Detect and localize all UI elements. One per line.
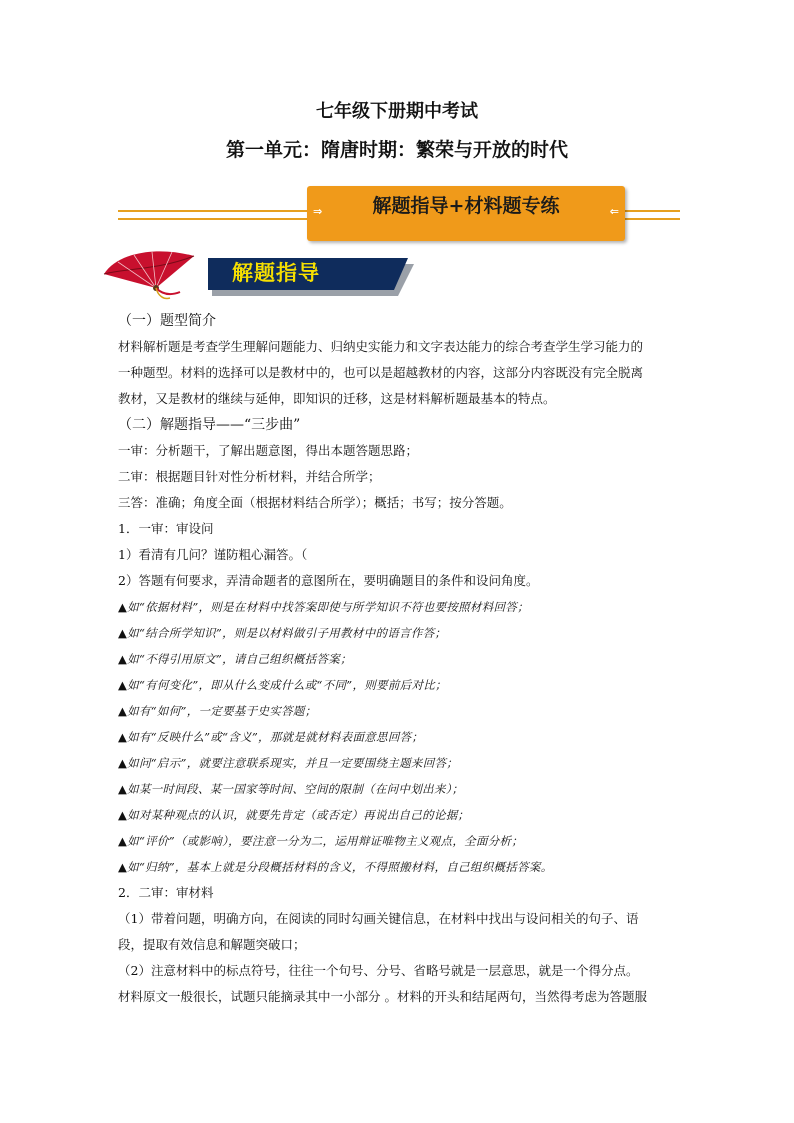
paragraph-line: 一种题型。材料的选择可以是教材中的，也可以是超越教材的内容，这部分内容既没有完全脱离 [118,365,644,380]
paragraph-line: 二审：根据题目针对性分析材料，并结合所学； [118,469,381,484]
paragraph-line: ▲如“不得引用原文”，请自己组织概括答案； [118,652,352,666]
paragraph-line: ▲如有“反映什么”或“含义”，那就是就材料表面意思回答； [118,730,424,744]
divider-right [625,210,680,220]
paragraph-line: 材料原文一般很长，试题只能摘录其中一小部分 。材料的开头和结尾两句，当然得考虑为答题服 [118,989,647,1004]
paragraph-line: ▲如“结合所学知识”，则是以材料做引子用教材中的语言作答； [118,626,447,640]
paragraph-line: ▲如“有何变化”，即从什么变成什么或“不同”，则要前后对比； [118,678,447,692]
paragraph-line: 一审：分析题干，了解出题意图，得出本题答题思路； [118,443,419,458]
paragraph-line: ▲如“依据材料”，则是在材料中找答案即使与所学知识不符也要按照材料回答； [118,600,529,614]
paragraph-line: 1．一审：审设问 [118,521,214,536]
paragraph-line: 材料解析题是考查学生理解问题能力、归纳史实能力和文字表达能力的综合考查学生学习能力的 [118,339,644,354]
paragraph-line: （2）注意材料中的标点符号，往往一个句号、分号、省略号就是一层意思，就是一个得分点。 [118,963,639,978]
paragraph-line: ▲如“评价”（或影响），要注意一分为二，运用辩证唯物主义观点，全面分析； [118,834,524,848]
section-heading: （一）题型简介 [118,313,216,329]
paragraph-line: ▲如某一时间段、某一国家等时间、空间的限制（在问中划出来）； [118,782,464,796]
arrow-left-icon: ⇐ [609,205,619,218]
fan-icon [98,248,208,300]
document-body [118,308,678,1010]
divider-left [118,210,310,220]
paragraph-line: ▲如有“如何”，一定要基于史实答题； [118,704,317,718]
paragraph-line: 教材，又是教材的继续与延伸，即知识的迁移，这是材料解析题最基本的特点。 [118,391,556,406]
exam-title: 七年级下册期中考试 [316,101,478,122]
unit-title: 第一单元：隋唐时期：繁荣与开放的时代 [225,139,568,161]
paragraph-line: 2．二审：审材料 [118,885,214,900]
paragraph-line: ▲如对某种观点的认识，就要先肯定（或否定）再说出自己的论据； [118,808,470,822]
arrow-right-icon: ⇒ [313,205,323,218]
paragraph-line: ▲如问“启示”，就要注意联系现实，并且一定要围绕主题来回答； [118,756,459,770]
paragraph-line: 2）答题有何要求，弄清命题者的意图所在，要明确题目的条件和设问角度。 [118,573,539,588]
paragraph-line: 1）看清有几问？谨防粗心漏答。（ [118,547,308,562]
banner-label: 解题指导+材料题专练 [372,195,560,217]
section-heading: （二）解题指导——“三步曲” [118,417,301,433]
paragraph-line: 段，提取有效信息和解题突破口； [118,937,306,952]
paragraph-line: 三答：准确；角度全面（根据材料结合所学）；概括；书写；按分答题。 [118,495,512,510]
section-banner [307,186,625,241]
guide-heading: 解题指导 [232,261,320,285]
paragraph-line: ▲如“归纳”，基本上就是分段概括材料的含义，不得照搬材料，自己组织概括答案。 [118,860,553,874]
paragraph-line: （1）带着问题，明确方向，在阅读的同时勾画关键信息，在材料中找出与设问相关的句子、语 [118,911,639,926]
